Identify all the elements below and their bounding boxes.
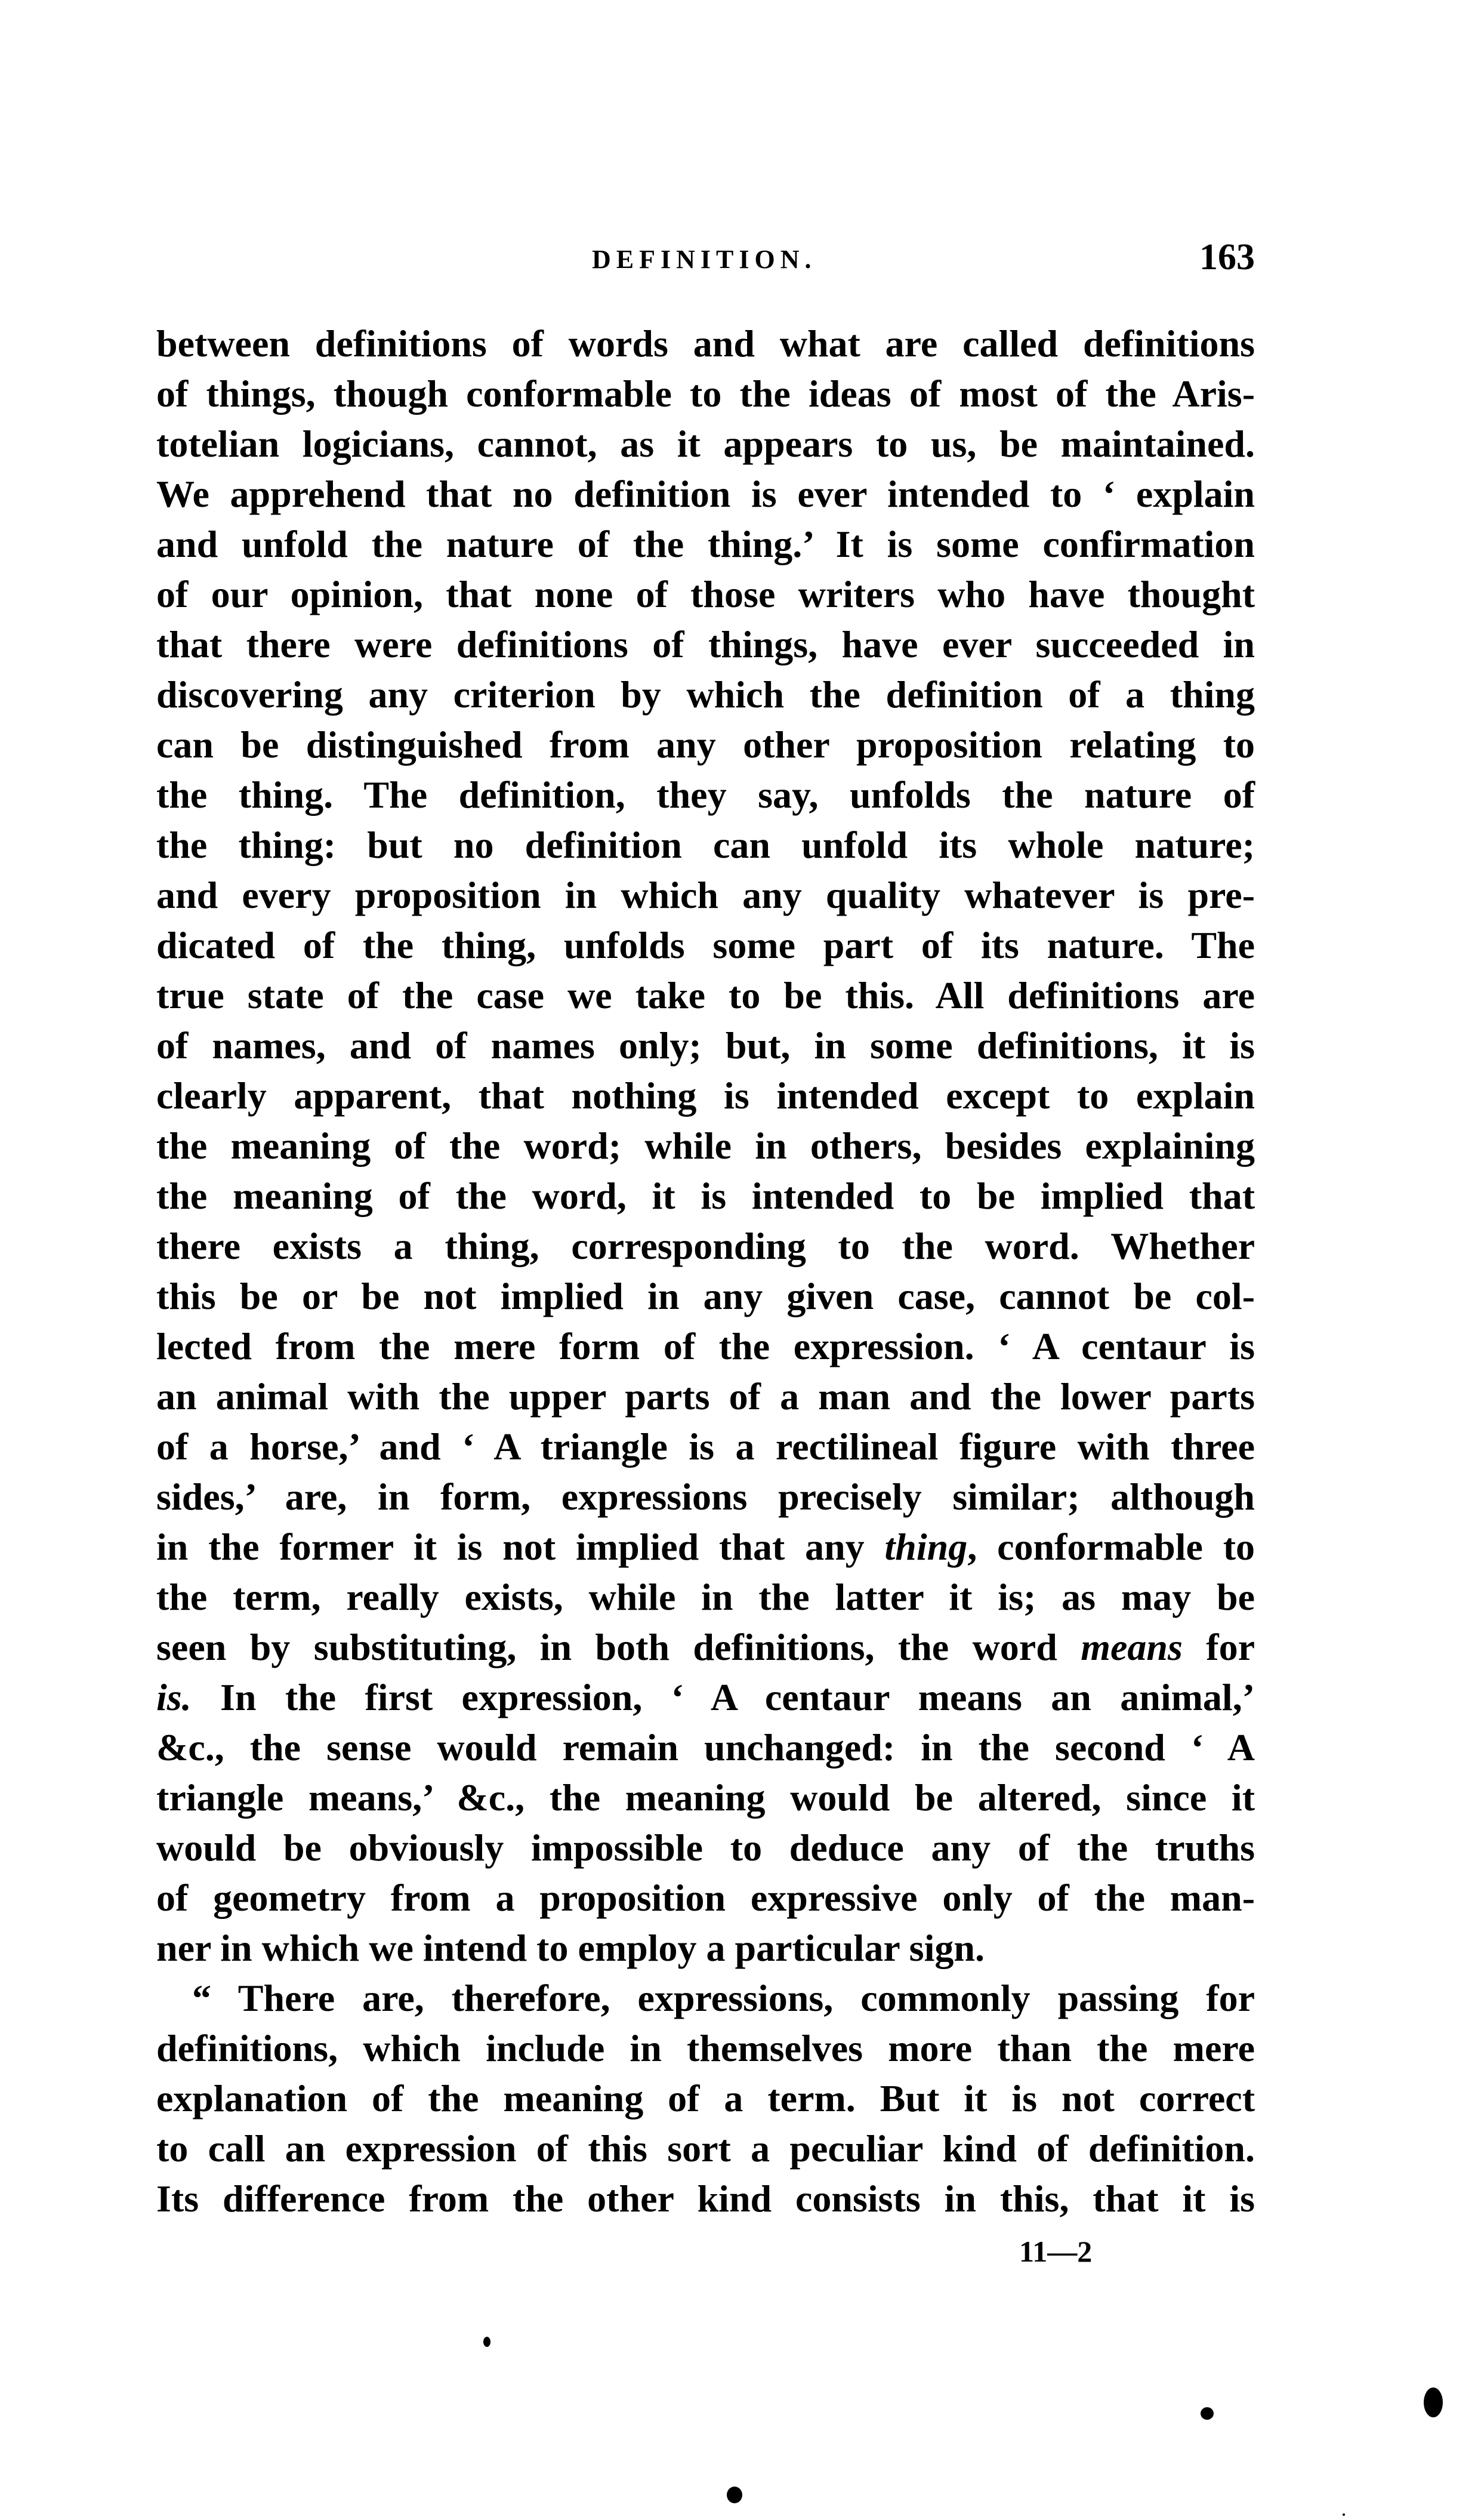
- text-line: dicated of the thing, unfolds some part of its nature. The: [156, 924, 1255, 966]
- text-line: of a horse,’ and ‘ A triangle is a rectilineal figure with three: [156, 1425, 1255, 1468]
- text-line: totelian logicians, cannot, as it appears to us, be maintained.: [156, 423, 1255, 465]
- text-line: the thing. The definition, they say, unfolds the nature of: [156, 774, 1255, 816]
- text-line: between definitions of words and what are called definitions: [156, 322, 1255, 365]
- text-line: the meaning of the word; while in others, besides explaining: [156, 1125, 1255, 1167]
- text-line-with-italic: [156, 1522, 1255, 1572]
- text-line: &c., the sense would remain unchanged: in the second ‘ A: [156, 1726, 1255, 1769]
- text-line-with-italic: [156, 1672, 1255, 1723]
- text-line: discovering any criterion by which the definition of a thing: [156, 673, 1255, 716]
- text-line: of our opinion, that none of those writers who have thought: [156, 573, 1255, 615]
- italic-word: thing: [884, 1526, 968, 1568]
- text-line: can be distinguished from any other proposition relating to: [156, 723, 1255, 766]
- ink-speck: [1201, 2407, 1214, 2420]
- text-line: the thing: but no definition can unfold its whole nature;: [156, 824, 1255, 866]
- text-line: explanation of the meaning of a term. But it is not correct: [156, 2077, 1255, 2119]
- text-segment: seen by substituting, in both definitions, the word: [156, 1626, 1081, 1668]
- text-line: to call an expression of this sort a peculiar kind of definition.: [156, 2127, 1255, 2170]
- running-head: [156, 239, 1255, 281]
- text-segment: in the former it is not implied that any: [156, 1526, 885, 1568]
- text-line-indented: “ There are, therefore, expressions, commonly passing for: [192, 1977, 1255, 2019]
- text-segment: for: [1182, 1626, 1255, 1668]
- ink-speck: [727, 2487, 742, 2503]
- text-line: clearly apparent, that nothing is intended except to explain: [156, 1074, 1255, 1117]
- text-line: the term, really exists, while in the latter it is; as may be: [156, 1576, 1255, 1618]
- body-text: [156, 319, 1255, 2224]
- text-line-last: ner in which we intend to employ a particular sign.: [156, 1927, 985, 1969]
- text-line: that there were definitions of things, have ever succeeded in: [156, 623, 1255, 666]
- text-segment: In the first expression, ‘ A centaur means an animal,’: [191, 1676, 1255, 1718]
- text-line: Its difference from the other kind consists in this, that it is: [156, 2177, 1255, 2220]
- paragraph-1: [156, 319, 1255, 1973]
- ink-speck: [483, 2337, 490, 2347]
- signature-mark: 11—2: [1019, 2235, 1093, 2268]
- text-line: the meaning of the word, it is intended to be implied that: [156, 1175, 1255, 1217]
- text-line: and unfold the nature of the thing.’ It is some confirmation: [156, 523, 1255, 565]
- ink-speck: [1424, 2387, 1443, 2417]
- text-line: sides,’ are, in form, expressions precisely similar; although: [156, 1475, 1255, 1518]
- text-line: an animal with the upper parts of a man and the lower parts: [156, 1375, 1255, 1418]
- text-line: definitions, which include in themselves more than the mere: [156, 2027, 1255, 2069]
- text-segment: , conformable to: [967, 1526, 1255, 1568]
- page-number: 163: [1199, 237, 1255, 278]
- text-line: lected from the mere form of the expression. ‘ A centaur is: [156, 1325, 1255, 1367]
- text-line: this be or be not implied in any given case, cannot be col-: [156, 1275, 1255, 1317]
- text-line: there exists a thing, corresponding to the word. Whether: [156, 1225, 1255, 1267]
- text-line: of things, though conformable to the ideas of most of the Aris-: [156, 372, 1255, 415]
- italic-word: means: [1081, 1626, 1183, 1668]
- ink-speck: [1343, 2513, 1345, 2516]
- text-line: true state of the case we take to be this. All definitions are: [156, 974, 1255, 1016]
- text-line: of geometry from a proposition expressive only of the man-: [156, 1877, 1255, 1919]
- text-line: would be obviously impossible to deduce any of the truths: [156, 1826, 1255, 1869]
- text-line: triangle means,’ &c., the meaning would be altered, since it: [156, 1776, 1255, 1819]
- running-title: DEFINITION.: [592, 245, 817, 274]
- text-line: We apprehend that no definition is ever intended to ‘ explain: [156, 473, 1255, 515]
- text-line: of names, and of names only; but, in some definitions, it is: [156, 1024, 1255, 1067]
- paragraph-2: [156, 1973, 1255, 2224]
- text-line-with-italic: [156, 1622, 1255, 1672]
- italic-word: is.: [156, 1676, 192, 1718]
- text-line: and every proposition in which any quality whatever is pre-: [156, 874, 1255, 916]
